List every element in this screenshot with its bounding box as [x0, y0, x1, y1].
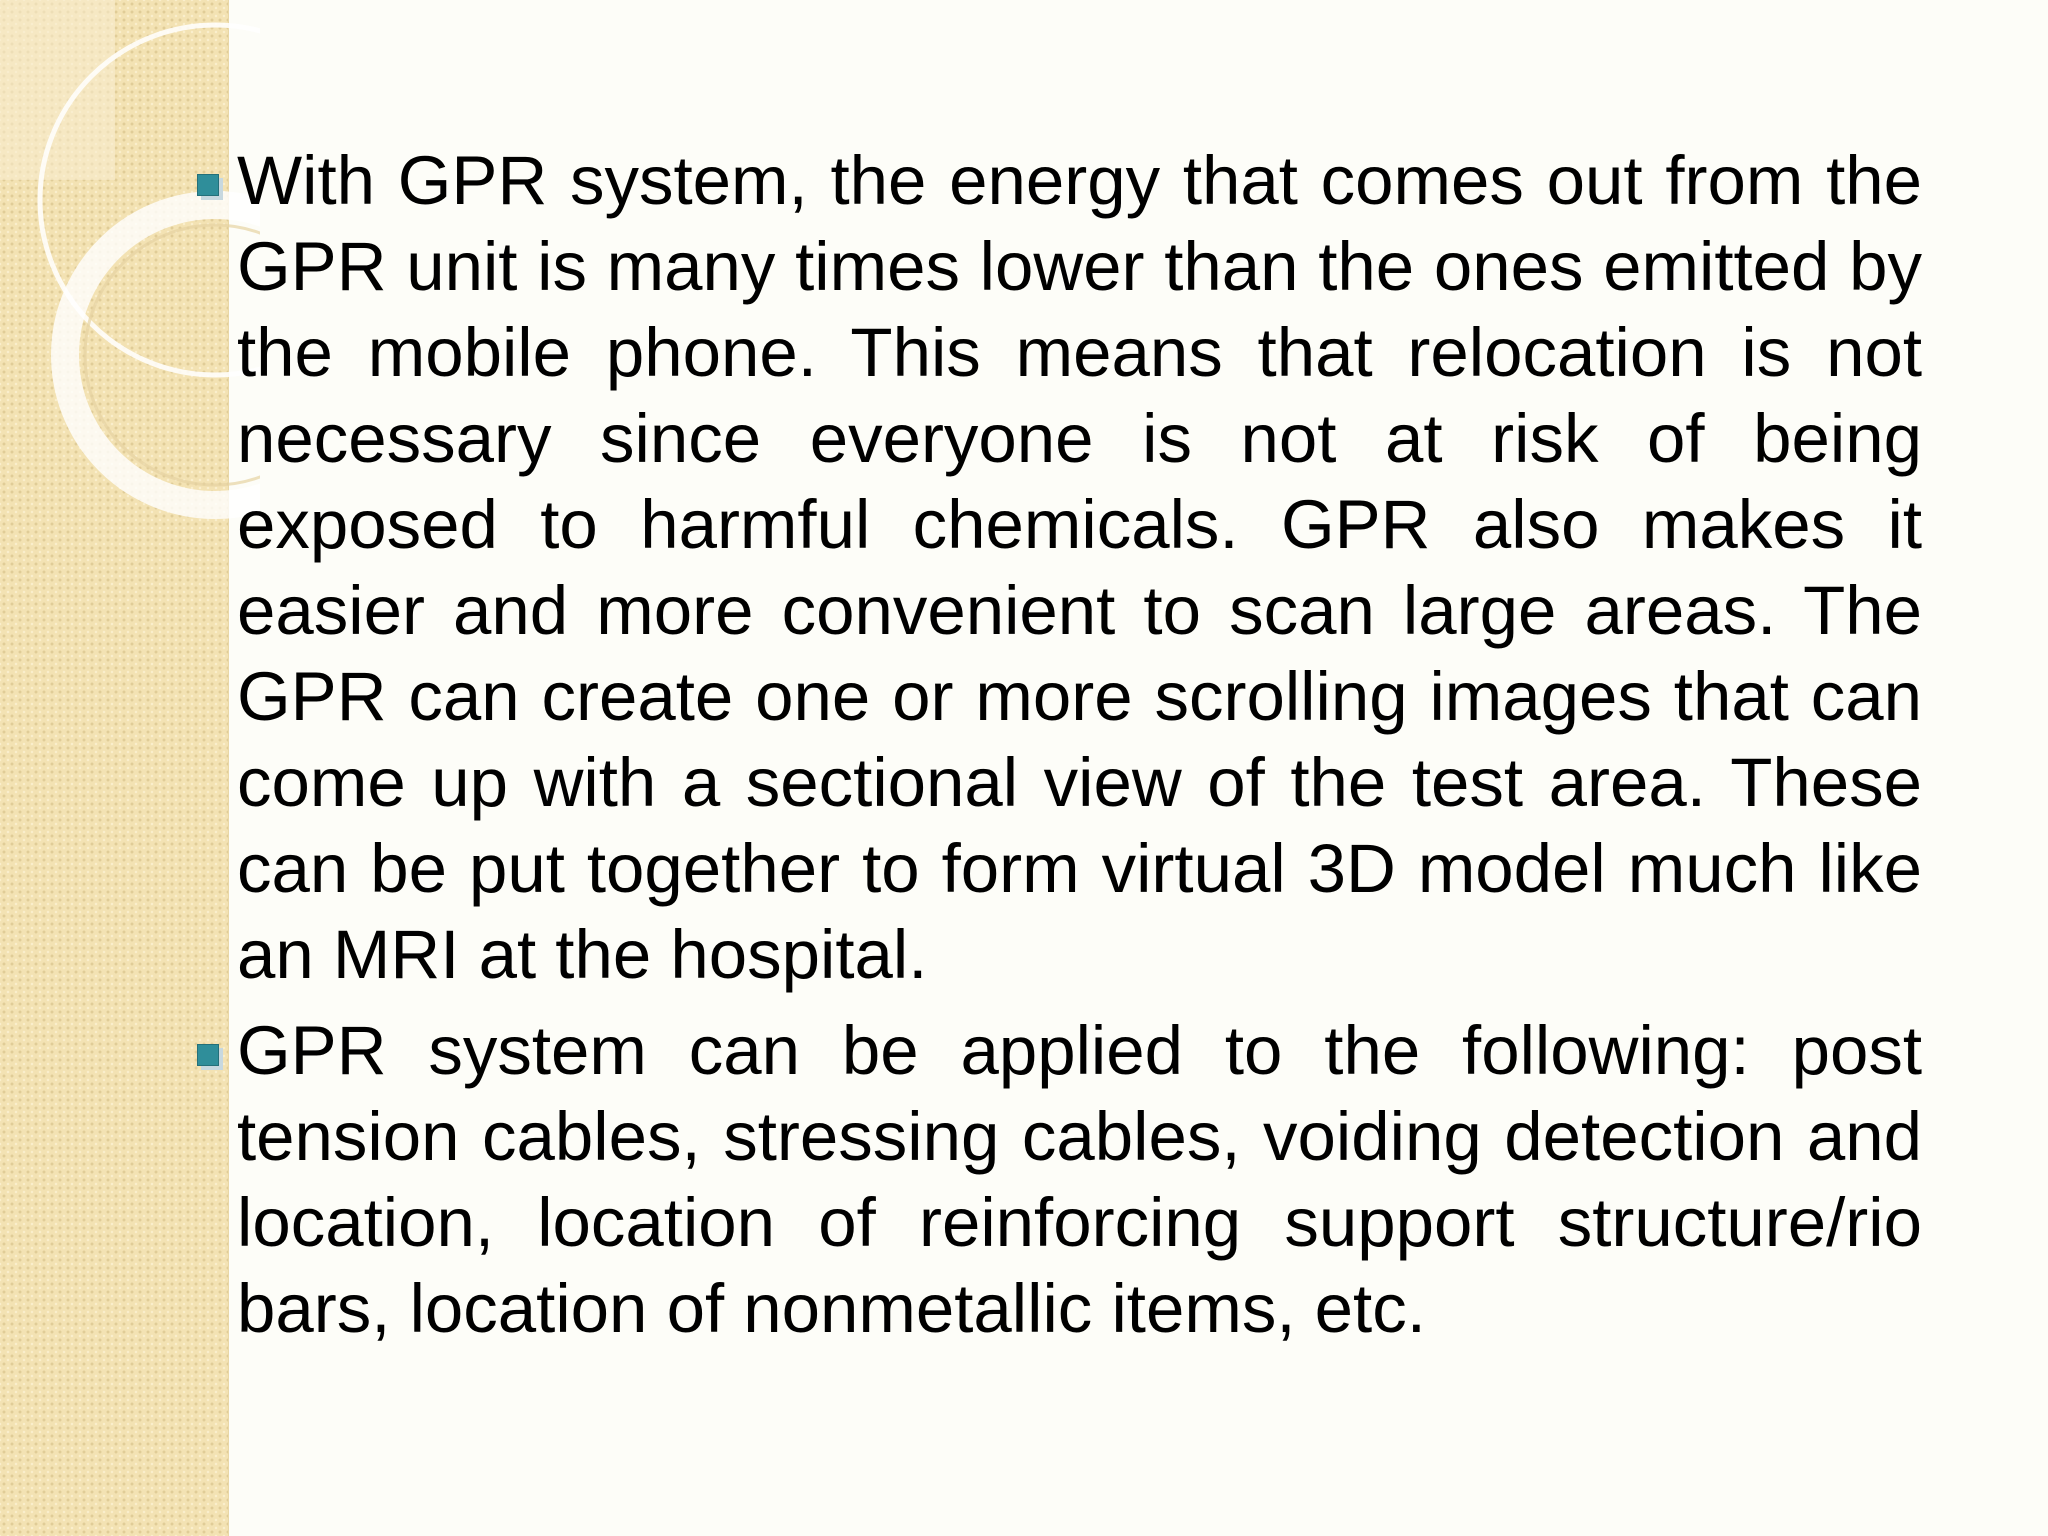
square-bullet-icon [195, 138, 237, 224]
bullet-text: With GPR system, the energy that comes out from the GPR unit is many times lower than the ones emitted by the mobile phone. This means that relocation is not necessary since everyone is not at risk of being exposed to harmful chemicals. GPR also makes it easier and more convenient to scan large areas. The GPR can create one or more scrolling images that can come up with a sectional view of the test area. These can be put together to form virtual 3D model much like an MRI at the hospital. [237, 142, 1922, 993]
bullet-item [195, 138, 1922, 998]
square-bullet-icon [195, 1008, 237, 1094]
slide-content [195, 138, 1922, 1362]
bullet-item [195, 1008, 1922, 1352]
bullet-text: GPR system can be applied to the following: post tension cables, stressing cables, voiding detection and location, location of reinforcing support structure/rio bars, location of nonmetallic items, etc. [237, 1012, 1922, 1347]
